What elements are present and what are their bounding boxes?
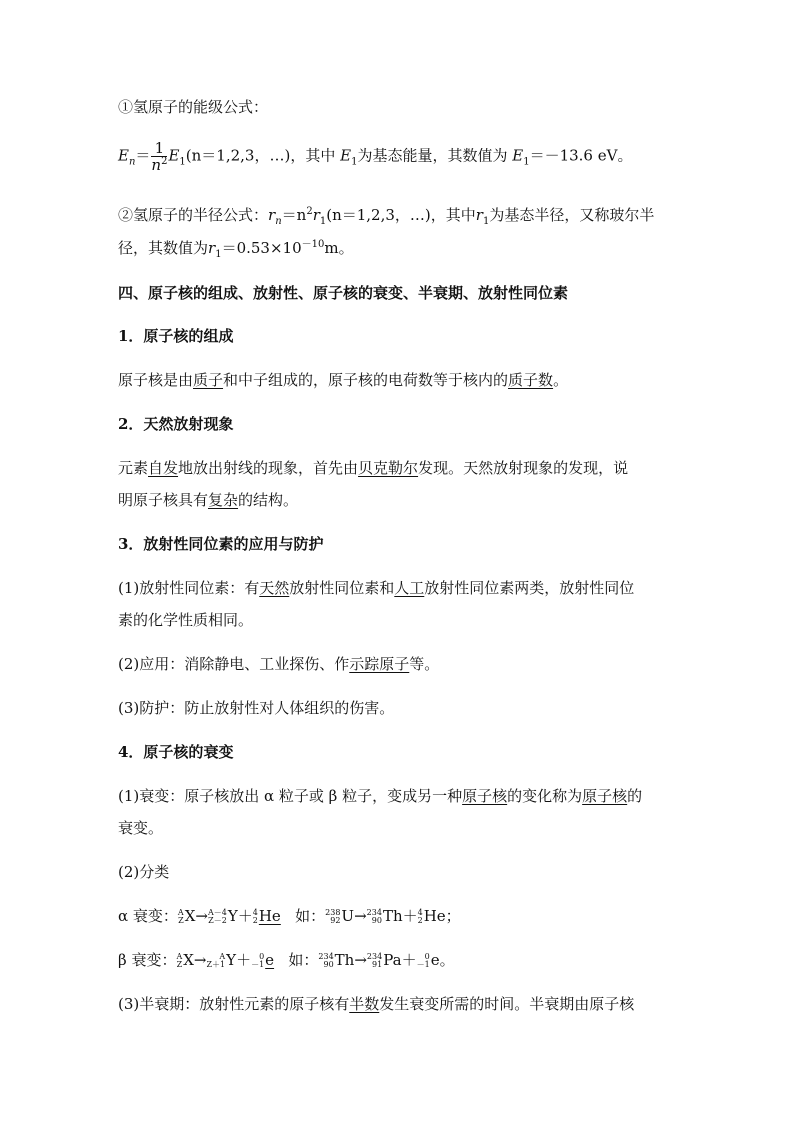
radius-desc: 为基态半径，又称玻尔半 xyxy=(489,206,655,224)
sub-1: 1 xyxy=(179,156,186,168)
equals-n: ＝n xyxy=(281,206,307,224)
exp-2: 2 xyxy=(306,206,313,217)
subheading-composition: 1．原子核的组成 xyxy=(118,327,234,345)
paragraph-applications xyxy=(118,654,439,674)
blank-answer: 质子数 xyxy=(508,371,554,389)
example-label: 如： xyxy=(288,951,319,969)
text: 的结构。 xyxy=(238,491,299,509)
alpha-label: α 衰变： xyxy=(118,907,178,925)
paragraph-isotopes xyxy=(118,578,634,598)
arrow: → xyxy=(354,951,367,969)
formula-desc: 为基态能量，其数值为 xyxy=(357,146,508,165)
atomic-number: Z xyxy=(178,916,184,925)
text: 发现。天然放射现象的发现，说 xyxy=(418,459,629,477)
denominator xyxy=(151,157,167,173)
text: 的变化称为 xyxy=(507,787,583,805)
section-heading-4: 四、原子核的组成、放射性、原子核的衰变、半衰期、放射性同位素 xyxy=(118,284,569,302)
fraction xyxy=(151,140,167,173)
subheading-isotopes: 3．放射性同位素的应用与防护 xyxy=(118,535,324,553)
paragraph-decay xyxy=(118,786,642,806)
subheading-natural-radioactivity: 2．天然放射现象 xyxy=(118,415,234,433)
blank-answer: 天然 xyxy=(259,579,290,597)
atomic-number: Z xyxy=(176,960,183,969)
paragraph-natural-radioactivity xyxy=(118,458,628,478)
sub-1c: 1 xyxy=(523,156,530,168)
nuclide-index xyxy=(176,953,182,969)
text: (3)半衰期：放射性元素的原子核有 xyxy=(118,995,350,1013)
mass-number: A xyxy=(219,952,226,961)
formula-range: (n＝1,2,3，…)，其中 xyxy=(185,146,336,165)
atomic-number: 2 xyxy=(252,916,258,925)
radius-formula xyxy=(118,205,654,225)
element-x: X xyxy=(183,951,194,969)
den-n: n xyxy=(151,156,162,174)
blank-answer xyxy=(251,951,274,969)
nuclide-index xyxy=(178,909,184,925)
blank-answer: 贝克勒尔 xyxy=(358,459,419,477)
atomic-number: 90 xyxy=(371,916,382,925)
sub-1b: 1 xyxy=(482,216,490,227)
alpha-decay-equation xyxy=(118,906,461,926)
paragraph-protection: (3)防护：防止放射性对人体组织的伤害。 xyxy=(118,699,395,717)
atomic-number: 2 xyxy=(417,916,423,925)
text: 元素 xyxy=(118,459,149,477)
nuclide-index xyxy=(207,953,226,969)
formula-range: (n＝1,2,3，…)，其中 xyxy=(326,206,476,224)
energy-level-formula xyxy=(118,140,632,173)
sub-n: n xyxy=(275,216,282,227)
radius-label: ②氢原子的半径公式： xyxy=(118,206,269,224)
blank-answer: 复杂 xyxy=(208,491,239,509)
radius-value-label: 径，其数值为 xyxy=(118,239,209,257)
blank-answer xyxy=(253,907,281,925)
exp: －10 xyxy=(301,239,325,250)
blank-answer: 示踪原子 xyxy=(349,655,410,673)
numerator: 1 xyxy=(151,140,167,157)
element-he: He xyxy=(258,907,281,925)
nuclide-index xyxy=(318,953,333,969)
element-th: Th xyxy=(382,907,403,925)
element-he: He； xyxy=(423,907,461,925)
radius-value-line xyxy=(118,238,354,258)
paragraph-composition xyxy=(118,370,568,390)
atomic-number: －1 xyxy=(251,960,265,969)
element-e: e。 xyxy=(430,951,455,969)
atomic-number: 92 xyxy=(330,916,341,925)
symbol-e1b: E xyxy=(340,146,352,165)
text: (1)衰变：原子核放出 α 粒子或 β 粒子，变成另一种 xyxy=(118,787,463,805)
arrow: → xyxy=(195,907,208,925)
nuclide-index xyxy=(418,909,423,925)
symbol-e: E xyxy=(118,146,129,165)
text: 和中子组成的，原子核的电荷数等于核内的 xyxy=(223,371,509,389)
den-exp: 2 xyxy=(161,156,168,167)
mass-number: 0 xyxy=(259,952,265,961)
symbol-r1b: r xyxy=(475,206,483,224)
text: 。 xyxy=(553,371,569,389)
nuclide-index xyxy=(251,953,264,969)
arrow: → xyxy=(193,951,207,969)
atomic-number: 90 xyxy=(323,960,334,969)
paragraph-decay-cont: 衰变。 xyxy=(118,819,164,837)
beta-decay-equation xyxy=(118,950,455,970)
paragraph-isotopes-cont: 素的化学性质相同。 xyxy=(118,611,254,629)
mass-number: 4 xyxy=(252,908,258,917)
mass-number: 0 xyxy=(424,952,430,961)
element-pa: Pa xyxy=(383,951,402,969)
nuclide-index xyxy=(367,953,382,969)
element-x: X xyxy=(184,907,196,925)
subheading-decay: 4．原子核的衰变 xyxy=(118,743,234,761)
text: 的 xyxy=(627,787,643,805)
equals: ＝ xyxy=(135,146,151,165)
ground-energy-value: ＝－13.6 eV。 xyxy=(529,146,633,165)
energy-level-heading: ①氢原子的能级公式： xyxy=(118,98,269,116)
nuclide-index xyxy=(367,909,382,925)
paragraph-half-life xyxy=(118,994,634,1014)
sub-1: 1 xyxy=(215,249,222,260)
mass-number: 4 xyxy=(417,908,423,917)
beta-label: β 衰变： xyxy=(118,951,177,969)
plus: ＋ xyxy=(402,907,418,925)
symbol-e1: E xyxy=(168,146,180,165)
mass-number: 234 xyxy=(366,908,382,917)
nuclide-index xyxy=(208,909,227,925)
text: (1)放射性同位素：有 xyxy=(118,579,260,597)
symbol-r1: r xyxy=(312,206,320,224)
blank-answer: 人工 xyxy=(394,579,425,597)
example-label: 如： xyxy=(295,907,326,925)
plus: ＋ xyxy=(236,951,252,969)
plus: ＋ xyxy=(237,907,253,925)
nuclide-index xyxy=(253,909,258,925)
mass-number: 234 xyxy=(366,952,383,961)
element-y: Y xyxy=(226,951,237,969)
unit: m。 xyxy=(324,239,354,257)
text: 发生衰变所需的时间。半衰期由原子核 xyxy=(379,995,635,1013)
text: 放射性同位素和 xyxy=(289,579,395,597)
atomic-number: Z＋1 xyxy=(206,960,226,969)
blank-answer: 自发 xyxy=(148,459,179,477)
plus: ＋ xyxy=(401,951,417,969)
nuclide-index xyxy=(417,953,430,969)
text: 明原子核具有 xyxy=(118,491,209,509)
sub-1b: 1 xyxy=(351,156,358,168)
mass-number: A－4 xyxy=(207,908,227,917)
atomic-number: －1 xyxy=(416,960,430,969)
symbol-r: r xyxy=(268,206,276,224)
blank-answer: 原子核 xyxy=(462,787,508,805)
text: 等。 xyxy=(409,655,440,673)
text: 地放出射线的现象，首先由 xyxy=(178,459,359,477)
text: (2)应用：消除静电、工业探伤、作 xyxy=(118,655,350,673)
text: 原子核是由 xyxy=(118,371,194,389)
nuclide-index xyxy=(325,909,340,925)
mass-number: A xyxy=(176,952,183,961)
mass-number: A xyxy=(177,908,184,917)
text: 放射性同位素两类，放射性同位 xyxy=(424,579,635,597)
radius-value: ＝0.53×10 xyxy=(221,239,302,257)
symbol-e1c: E xyxy=(512,146,524,165)
element-e: e xyxy=(265,951,275,969)
symbol-r: r xyxy=(208,239,216,257)
paragraph-classification: (2)分类 xyxy=(118,863,170,881)
blank-answer: 质子 xyxy=(193,371,224,389)
arrow: → xyxy=(354,907,367,925)
element-th: Th xyxy=(334,951,355,969)
mass-number: 234 xyxy=(318,952,334,961)
paragraph-natural-radioactivity-cont xyxy=(118,490,298,510)
element-y: Y xyxy=(227,907,238,925)
blank-answer: 原子核 xyxy=(582,787,628,805)
mass-number: 238 xyxy=(325,908,341,917)
atomic-number: Z－2 xyxy=(208,916,227,925)
sub-1: 1 xyxy=(319,216,327,227)
blank-answer: 半数 xyxy=(349,995,380,1013)
atomic-number: 91 xyxy=(372,960,383,969)
sub-n: n xyxy=(128,156,136,168)
element-u: U xyxy=(341,907,355,925)
